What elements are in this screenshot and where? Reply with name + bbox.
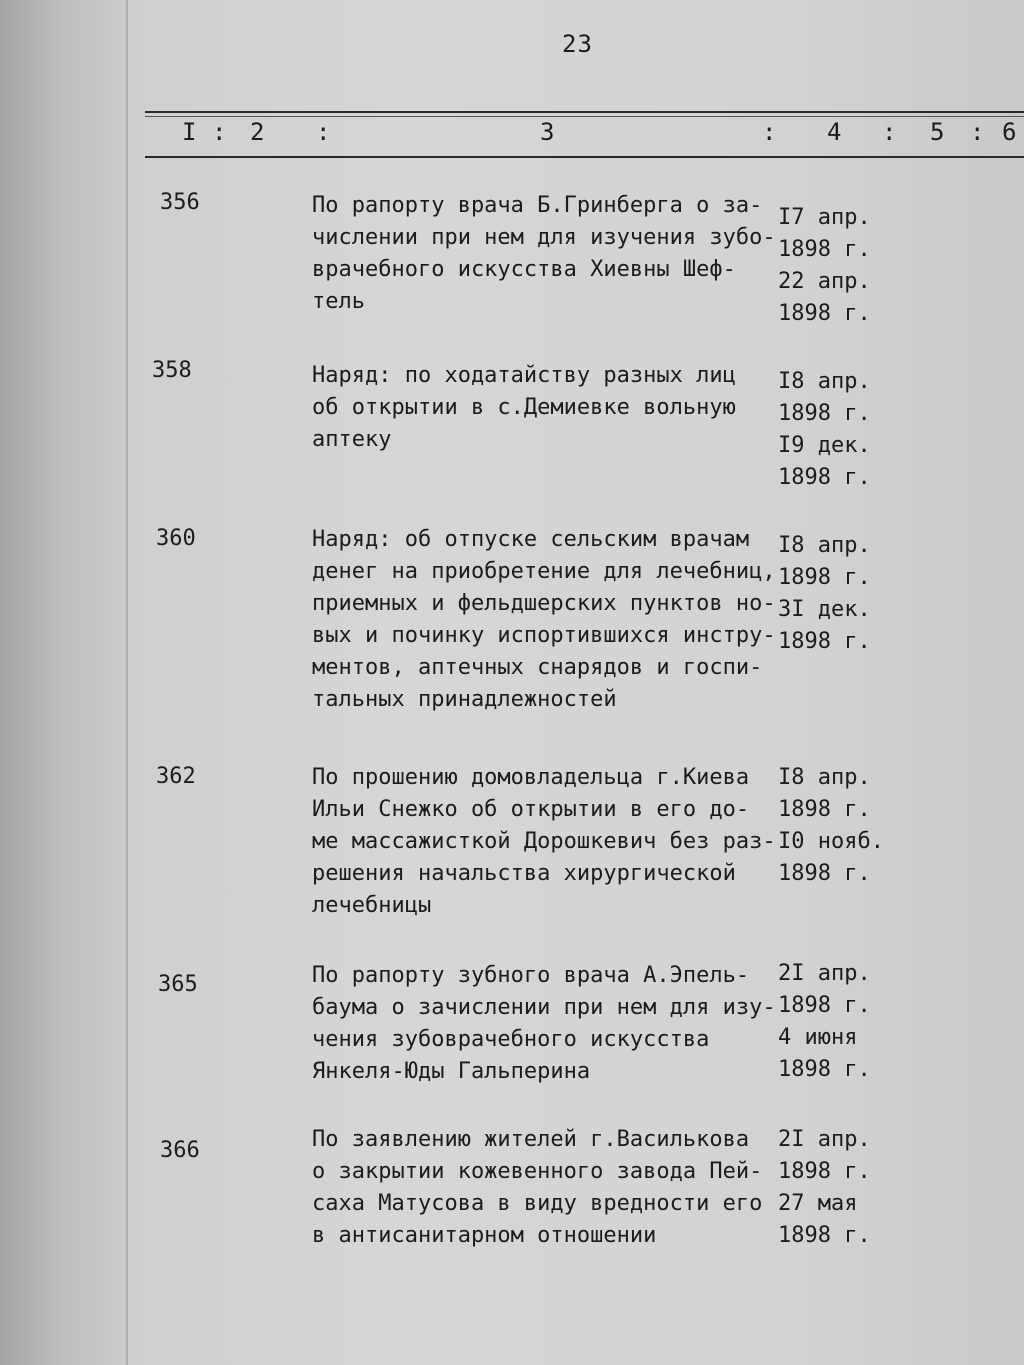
entry-date: 3I дек. — [778, 597, 871, 622]
entry-text-line: Янкеля-Юды Гальперина — [312, 1059, 591, 1084]
header-sep-4: : — [882, 118, 897, 146]
entry-text-line: саха Матусова в виду вредности его — [312, 1191, 763, 1216]
entry-number: 360 — [156, 526, 196, 551]
entry-text-line: Ильи Снежко об открытии в его до- — [312, 797, 750, 822]
entry-text-line: тель — [312, 289, 365, 314]
entry-text-line: По прошению домовладельца г.Киева — [312, 765, 750, 790]
entry-date: 4 июня — [778, 1025, 858, 1050]
entry-date: 2I апр. — [778, 1127, 871, 1152]
header-rule-top — [145, 111, 1024, 113]
page-fold — [126, 0, 128, 1365]
entry-text-line: По рапорту зубного врача А.Эпель- — [312, 963, 750, 988]
entry-number: 365 — [158, 972, 198, 997]
entry-date: I7 апр. — [778, 205, 871, 230]
entry-number: 358 — [152, 358, 192, 383]
entry-text-line: врачебного искусства Хиевны Шеф- — [312, 257, 736, 282]
entry-date: 1898 г. — [778, 993, 871, 1018]
entry-number: 366 — [160, 1138, 200, 1163]
entry-text-line: числении при нем для изучения зубо- — [312, 225, 776, 250]
entry-dates — [778, 530, 888, 658]
entry-dates — [778, 202, 888, 330]
entry-text-line: приемных и фельдшерских пунктов но- — [312, 591, 776, 616]
entry-date: 1898 г. — [778, 797, 871, 822]
entry-date: 1898 г. — [778, 237, 871, 262]
entry-text-line: вых и починку испортившихся инстру- — [312, 623, 776, 648]
header-sep-3: : — [762, 118, 777, 146]
entry-date: 1898 г. — [778, 465, 871, 490]
entry-text — [312, 762, 774, 922]
entry-text-line: тальных принадлежностей — [312, 687, 617, 712]
entry-text-line: лечебницы — [312, 893, 432, 918]
entry-date: 27 мая — [778, 1191, 858, 1216]
entry-text-line: о закрытии кожевенного завода Пей- — [312, 1159, 763, 1184]
entry-dates — [778, 366, 888, 494]
entry-dates — [778, 958, 888, 1086]
page-number: 23 — [562, 30, 593, 58]
header-col-3: 3 — [540, 118, 555, 146]
entry-text — [312, 960, 774, 1088]
entry-date: 1898 г. — [778, 1223, 871, 1248]
entry-date: I9 дек. — [778, 433, 871, 458]
header-col-4: 4 — [827, 118, 842, 146]
entry-date: I8 апр. — [778, 369, 871, 394]
header-rule-bottom — [145, 156, 1024, 158]
entry-date: 1898 г. — [778, 301, 871, 326]
header-col-2: 2 — [250, 118, 265, 146]
entry-text-line: денег на приобретение для лечебниц, — [312, 559, 776, 584]
entry-text — [312, 1124, 774, 1252]
entry-text-line: в антисанитарном отношении — [312, 1223, 657, 1248]
header-sep-1: : — [212, 118, 227, 146]
entry-dates — [778, 1124, 888, 1252]
entry-text — [312, 360, 774, 456]
header-rule-top-inner — [145, 116, 1024, 117]
entry-text — [312, 190, 774, 318]
entry-dates — [778, 762, 888, 890]
entry-text-line: ментов, аптечных снарядов и госпи- — [312, 655, 763, 680]
entry-number: 362 — [156, 764, 196, 789]
entry-date: 22 апр. — [778, 269, 871, 294]
entry-text-line: Наряд: по ходатайству разных лиц — [312, 363, 736, 388]
entry-date: 2I апр. — [778, 961, 871, 986]
header-col-6: 6 — [1002, 118, 1017, 146]
entry-date: I0 нояб. — [778, 829, 884, 854]
header-col-1: I — [182, 118, 197, 146]
entry-text-line: аптеку — [312, 427, 392, 452]
entry-text-line: Наряд: об отпуске сельским врачам — [312, 527, 750, 552]
entry-date: I8 апр. — [778, 765, 871, 790]
entry-number: 356 — [160, 190, 200, 215]
entry-date: I8 апр. — [778, 533, 871, 558]
entry-text-line: решения начальства хирургической — [312, 861, 736, 886]
entry-date: 1898 г. — [778, 861, 871, 886]
entry-text-line: об открытии в с.Демиевке вольную — [312, 395, 736, 420]
header-col-5: 5 — [930, 118, 945, 146]
page-spine-shadow — [0, 0, 135, 1365]
entry-text-line: По рапорту врача Б.Гринберга о за- — [312, 193, 763, 218]
entry-date: 1898 г. — [778, 565, 871, 590]
header-sep-2: : — [316, 118, 331, 146]
entry-text-line: По заявлению жителей г.Василькова — [312, 1127, 750, 1152]
entry-date: 1898 г. — [778, 629, 871, 654]
entry-text — [312, 524, 774, 716]
entry-text-line: баума о зачислении при нем для изу- — [312, 995, 776, 1020]
entry-text-line: ме массажисткой Дорошкевич без раз- — [312, 829, 776, 854]
entry-date: 1898 г. — [778, 1057, 871, 1082]
entry-date: 1898 г. — [778, 401, 871, 426]
header-sep-5: : — [970, 118, 985, 146]
entry-date: 1898 г. — [778, 1159, 871, 1184]
entry-text-line: чения зубоврачебного искусства — [312, 1027, 710, 1052]
